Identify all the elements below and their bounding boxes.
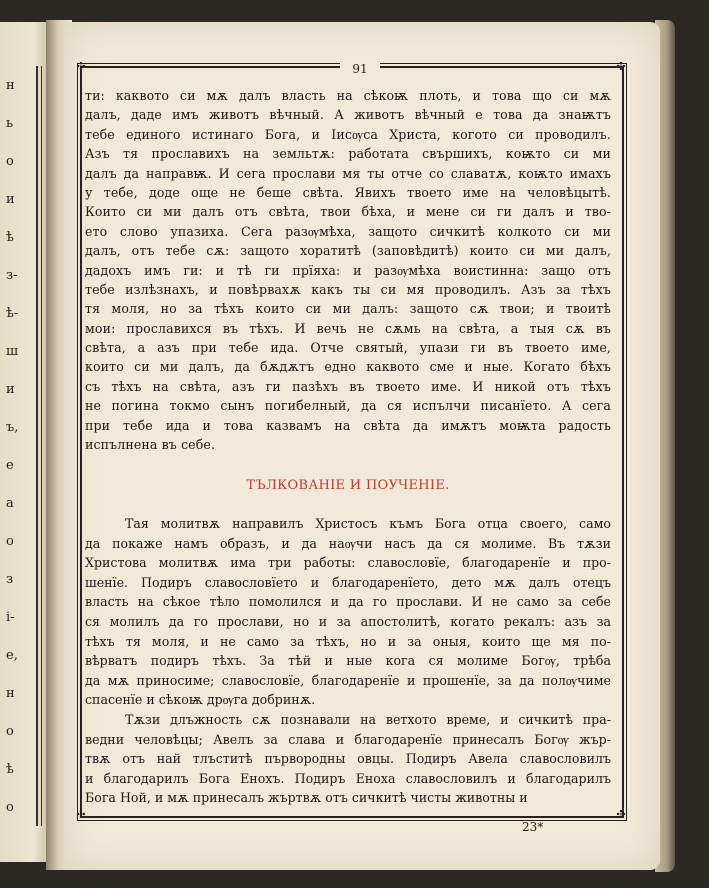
text-line: тебе единого истинаго Бога, и Іисѹса Христа, когото си проводилъ. (85, 126, 611, 142)
left-page-char: н (6, 78, 15, 93)
frame-corner-ornament-bottom-left: ✣ (76, 808, 86, 821)
text-line: твѫ отъ най тлъститѣ първородны овцы. Подиръ Авела славословилъ (85, 751, 611, 767)
frame-corner-ornament-top-right: ✣ (616, 60, 626, 73)
left-page-border (36, 66, 42, 826)
text-line: власть на сѣкое тѣло помолился и да го прослави. И не само за себе (85, 594, 611, 610)
left-facing-page (0, 22, 48, 862)
left-page-char: з- (6, 268, 18, 283)
text-line: при тебе ида и това казвамъ на свѣта да имѫтъ моѭта радость (85, 417, 611, 433)
text-line: у тебе, доде още не беше свѣта. Явихъ твоето име на человѣцытѣ. (85, 184, 611, 200)
text-line: ето слово упазиха. Сега разѹмѣха, защото сичкитѣ колкото си ми (85, 223, 611, 239)
left-page-char: н (6, 686, 15, 701)
text-line: Бога Ной, и мѫ принесалъ жъртвѫ отъ сичкитѣ чисты животны и (85, 790, 528, 806)
frame-corner-ornament-bottom-right: ✣ (616, 808, 626, 821)
text-line: и благодарилъ Бога Енохъ. Подиръ Еноха славословилъ и благодарилъ (85, 770, 611, 786)
text-line: Тѫзи длъжность сѫ познавали на ветхото време, и сичкитѣ пра- (125, 711, 611, 727)
left-page-char: а (6, 496, 14, 511)
text-line: тѣхъ тя моля, и не само за тѣхъ, но и за оныя, които ще мя по- (85, 633, 611, 649)
text-line: не погина токмо сынъ погибелный, да ся испълчи писанїето. А сега (85, 398, 611, 414)
text-line: мои: прославихся въ тѣхъ. И вечь не сѫмь на свѣта, а тыя сѫ въ (85, 320, 611, 336)
section-heading: ТЪЛКОВАНІЕ И ПОУЧЕНІЕ. (246, 478, 450, 493)
left-page-char: ѣ (6, 230, 14, 245)
left-page-char: ш (6, 344, 19, 359)
text-line: да покаже намъ образъ, и да наѹчи насъ да ся молиме. Въ тѫзи (85, 535, 611, 551)
text-line: далъ, даде имъ животъ вѣчный. А животъ вѣчный е това да знаѭтъ (85, 107, 611, 123)
prayer-text-block (85, 86, 611, 454)
left-page-char: о (6, 154, 14, 169)
left-page-char: о (6, 800, 14, 815)
commentary-text-block (85, 514, 611, 808)
text-line: ся молилъ да го прослави, но и за апостолитѣ, когато рекалъ: азъ за (85, 613, 611, 629)
text-line: Тая молитвѫ направилъ Христосъ къмъ Бога отца своего, само (125, 516, 611, 531)
text-line: далъ, отъ тебе сѫ: защото хоратитѣ (заповѣдитѣ) които си ми далъ, (85, 243, 611, 259)
left-page-char: и (6, 382, 15, 397)
left-page-char: ѣ (6, 762, 14, 777)
left-page-char: ѣ- (6, 306, 19, 321)
left-page-char: о (6, 534, 14, 549)
left-page-char: и (6, 192, 15, 207)
signature-mark: 23* (522, 820, 544, 834)
text-line: свѣта, а азъ при тебе ида. Отче святый, упази ги въ твоето име, (85, 340, 611, 356)
left-page-char: ь (6, 116, 14, 131)
text-line: дадохъ имъ ги: и тѣ ги прїяха: и разѹмѣха воистинна: защо отъ (85, 262, 611, 278)
text-line: Които си ми далъ отъ свѣта, твои бѣха, и мене си ги далъ и тво- (85, 204, 611, 220)
left-page-char: е, (6, 648, 18, 663)
text-line: да мѫ приносиме; славословїе, благодаренїе и прошенїе, за да полѹчиме (85, 672, 611, 688)
text-line: ведни человѣцы; Авелъ за слава и благодаренїе принесалъ Богѹ жър- (85, 731, 611, 747)
left-page-char: е (6, 458, 14, 473)
text-line: Христова молитвѫ има три работы: славословїе, благодаренїе и про- (85, 555, 611, 571)
frame-corner-ornament-top-left: ✣ (76, 60, 86, 73)
text-line: шенїе. Подиръ славословїето и благодаренїето, дето мѫ далъ отецъ (85, 574, 611, 590)
text-line: вѣрватъ подиръ тѣхъ. За тѣй и ные кога ся молиме Богѹ, трѣба (85, 653, 611, 669)
left-page-char: і- (6, 610, 15, 625)
text-line: ти: каквото си мѫ далъ власть на сѣкоѭ плоть, и това що си мѫ (85, 88, 611, 103)
left-page-char: ъ, (6, 420, 19, 435)
text-line: спасенїе и сѣкоѭ дрѹга добринѫ. (85, 692, 316, 708)
text-line: Азъ тя прославихъ на земльтѫ: работата свършихъ, коѭто си ми (85, 146, 611, 162)
text-line: които си ми далъ, да бѫдѫтъ едно каквото сме и ные. Когато бѣхъ (85, 359, 611, 375)
left-page-char: з (6, 572, 14, 587)
page-number: 91 (340, 62, 380, 76)
text-line: далъ да направѭ. И сега прослави мя ты отче со славатѫ, коѭто имахъ (85, 165, 611, 181)
text-line: тебе излѣзнахъ, и повѣрвахѫ какъ ты си мя проводилъ. Азъ за тѣхъ (85, 281, 611, 297)
text-line: тя моля, но за тѣхъ които си ми далъ: защото сѫ твои; и твоитѣ (85, 301, 611, 317)
text-line: испълнена въ себе. (85, 437, 216, 453)
text-line: съ тѣхъ на свѣта, азъ ги пазѣхъ въ твоето име. И никой отъ тѣхъ (85, 378, 611, 394)
left-page-char: о (6, 724, 14, 739)
